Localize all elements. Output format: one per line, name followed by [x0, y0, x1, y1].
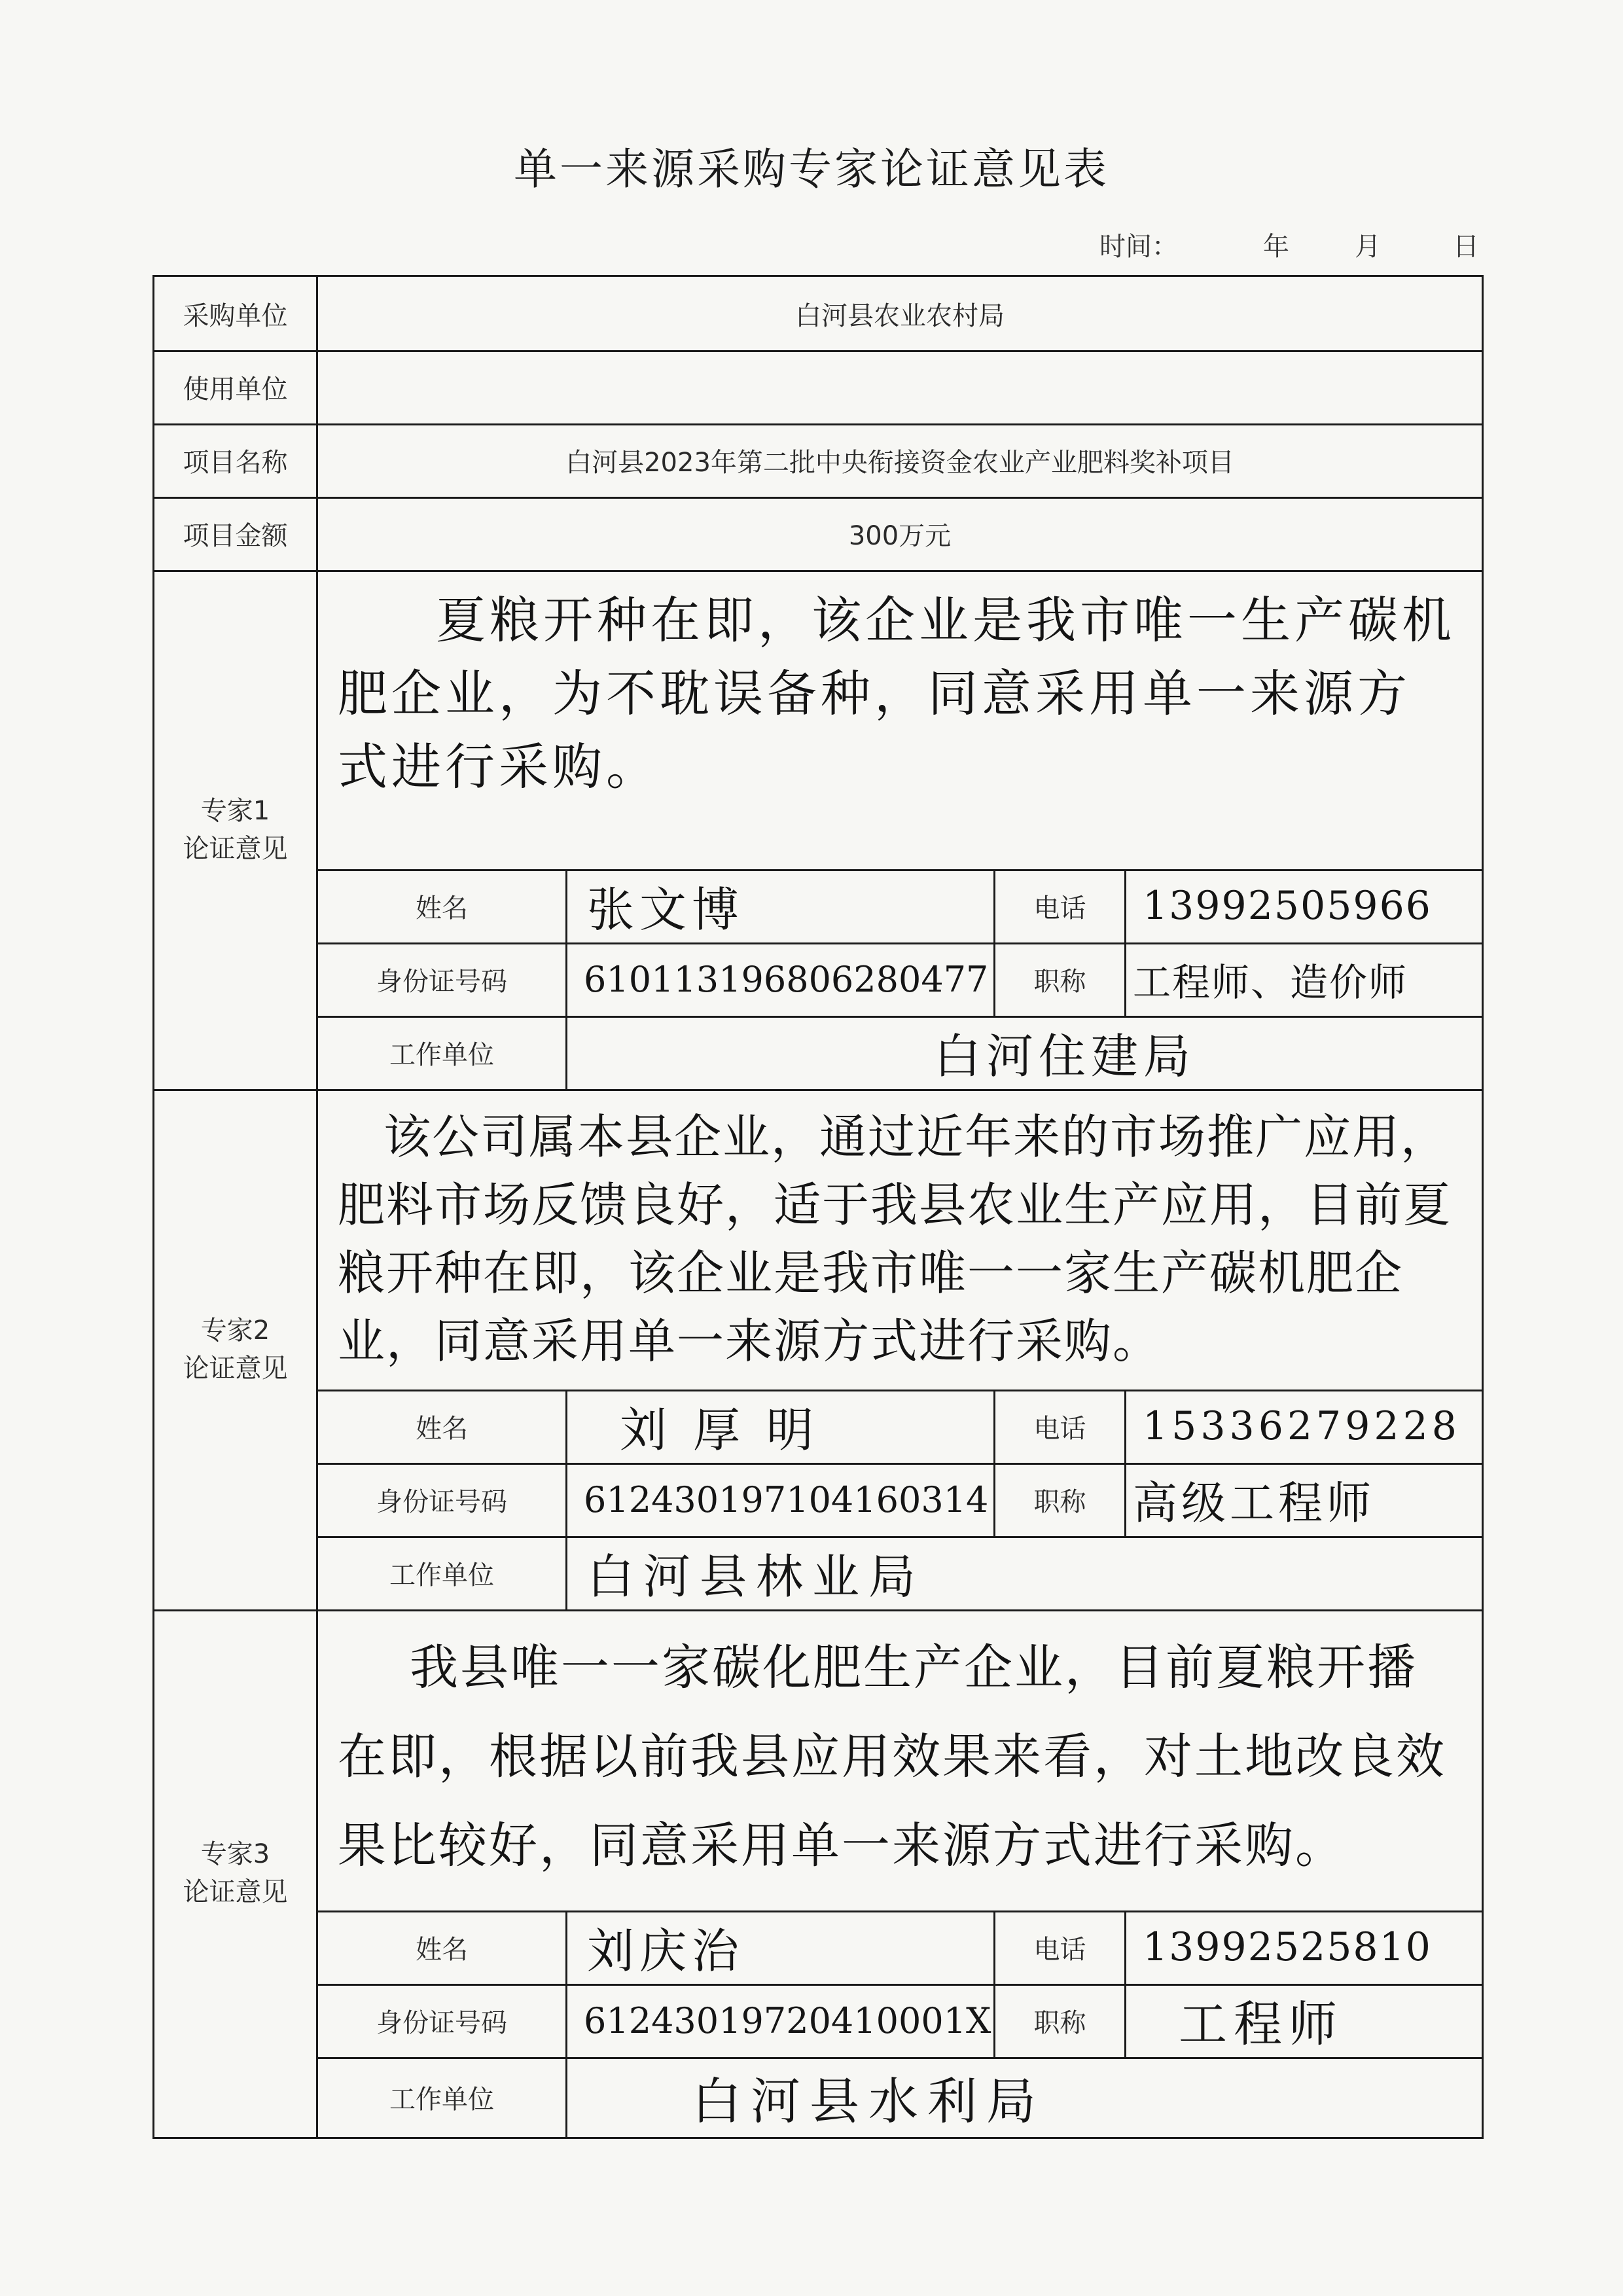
procurement-unit-label: 采购单位: [183, 300, 288, 331]
date-year: 年: [1263, 232, 1289, 262]
project-name-value: 白河县2023年第二批中央衔接资金农业产业肥料奖补项目: [565, 447, 1234, 478]
expert-2-workunit-label: 工作单位: [389, 1560, 494, 1590]
expert-1-id-label: 身份证号码: [376, 966, 507, 997]
expert-3-id-value: 61243019720410001X: [584, 2000, 991, 2041]
expert-3-opinion: 我县唯一一家碳化肥生产企业，目前夏粮开播在即，根据以前我县应用效果来看，对土地改良效果比较好，同意采用单一来源方式进行采购。: [338, 1640, 1446, 1874]
expert-1-label-line2: 论证意见: [183, 833, 288, 864]
using-unit-label: 使用单位: [183, 374, 288, 404]
expert-2-title-value: 高级工程师: [1133, 1477, 1376, 1530]
expert-3-id-label: 身份证号码: [376, 2007, 507, 2038]
expert-3-title-value: 工程师: [1179, 1996, 1344, 2053]
expert-2-label: [154, 1089, 316, 1609]
procurement-unit-value: 白河县农业农村局: [795, 300, 1005, 331]
expert-3-name-value: 刘庆治: [587, 1924, 745, 1979]
expert-1-label-line1: 专家1: [200, 795, 270, 826]
form-title: 单一来源采购专家论证意见表: [514, 144, 1109, 194]
date-month: 月: [1355, 232, 1381, 262]
expert-3-phone-label: 电话: [1033, 1934, 1086, 1965]
expert-3-label-line2: 论证意见: [183, 1877, 288, 1907]
date-day: 日: [1453, 232, 1479, 262]
expert-1-opinion: 夏粮开种在即，该企业是我市唯一生产碳机肥企业，为不耽误备种，同意采用单一来源方式进行采购。: [338, 591, 1455, 796]
expert-3-phone-value: 13992525810: [1143, 1924, 1432, 1970]
expert-3-title-label: 职称: [1033, 2007, 1086, 2038]
form-table: [152, 275, 1484, 2139]
expert-3-workunit-value: 白河县水利局: [692, 2072, 1045, 2130]
expert-3-label-line1: 专家3: [200, 1839, 270, 1869]
expert-1-id-value: 610113196806280477: [584, 958, 989, 1000]
expert-2-phone-label: 电话: [1033, 1413, 1086, 1444]
date-line: [1086, 226, 1492, 265]
expert-2-name-value: 刘厚明: [620, 1403, 840, 1458]
expert-2-workunit-value: 白河县林业局: [587, 1549, 925, 1604]
expert-1-name-value: 张文博: [587, 882, 745, 937]
using-unit-value: [318, 350, 1482, 423]
project-name-label: 项目名称: [183, 447, 288, 478]
expert-1-phone-label: 电话: [1033, 893, 1086, 924]
expert-2-id-value: 612430197104160314: [584, 1479, 989, 1520]
expert-1-label: [154, 570, 316, 1089]
expert-1-name-label: 姓名: [416, 893, 468, 924]
expert-1-phone-value: 13992505966: [1143, 883, 1432, 929]
expert-3-name-label: 姓名: [416, 1934, 468, 1965]
project-amount-value: 300万元: [848, 520, 952, 551]
expert-1-title-value: 工程师、造价师: [1133, 960, 1408, 1005]
expert-2-opinion: 该公司属本县企业，通过近年来的市场推广应用，肥料市场反馈良好，适于我县农业生产应用，目前夏粮开种在即，该企业是我市唯一一家生产碳机肥企业，同意采用单一来源方式进行采购。: [338, 1109, 1452, 1369]
expert-2-name-label: 姓名: [416, 1413, 468, 1444]
expert-1-title-label: 职称: [1033, 966, 1086, 997]
expert-1-workunit-label: 工作单位: [389, 1039, 494, 1070]
date-label: 时间：: [1099, 232, 1178, 262]
expert-2-label-line2: 论证意见: [183, 1353, 288, 1384]
expert-2-label-line1: 专家2: [200, 1315, 270, 1346]
expert-1-workunit-value: 白河住建局: [934, 1029, 1196, 1084]
expert-3-label: [154, 1609, 316, 2137]
expert-2-id-label: 身份证号码: [376, 1486, 507, 1517]
project-amount-label: 项目金额: [183, 520, 288, 551]
expert-2-phone-value: 15336279228: [1143, 1403, 1461, 1449]
expert-2-title-label: 职称: [1033, 1486, 1086, 1517]
expert-3-workunit-label: 工作单位: [389, 2084, 494, 2115]
